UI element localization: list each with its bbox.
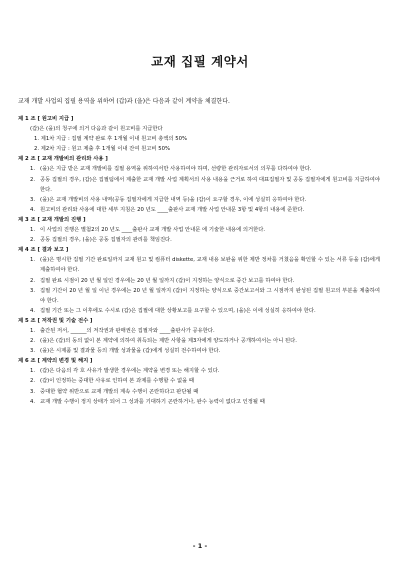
item-number: 3. — [30, 287, 36, 294]
item-number: 3. — [30, 388, 36, 395]
article-3-item — [18, 235, 380, 245]
item-number: 3. — [30, 348, 36, 355]
item-number: 2. — [30, 176, 36, 183]
item-text: (을)은 (갑)의 동의 없이 본 계약에 의하여 취득되는 제반 사항을 제3자에게 양도하거나 공개하여서는 아니 된다. — [40, 338, 297, 345]
item-text: (을)은 지급 받은 교재 개발비를 집필 용역을 위하여서만 사용하여야 하며, 선량한 관리자로서의 의무를 다하여야 한다. — [40, 166, 312, 173]
item-text: (을)은 교재 개발비의 사용 내역(공동 집필자에게 지급한 내역 등)을 (갑)이 요구할 경우, 이에 성실히 응하여야 한다. — [40, 196, 307, 203]
article-6-item — [18, 387, 380, 397]
item-number: 4. — [30, 206, 36, 213]
article-2-item — [18, 195, 380, 205]
document-body — [18, 114, 380, 407]
item-text: 출간된 저서, ______의 저작권과 판매권은 집필자와 ____출판사가 공유한다. — [40, 327, 215, 334]
intro-paragraph: 교재 개발 사업의 집필 용역을 위하여 (갑)과 (을)은 다음과 같이 계약을 체결한다. — [18, 98, 230, 105]
item-number: 1. — [30, 327, 36, 334]
item-number: 1. — [30, 166, 36, 173]
article-2-item — [18, 175, 380, 195]
article-6-item — [18, 376, 380, 386]
item-text: 집필 기간 또는 그 이후에도 수시로 (갑)은 집필에 대한 상황보고를 요구할 수 있으며, (을)은 이에 성실히 응하여야 한다. — [40, 307, 316, 314]
article-4-item — [18, 306, 380, 316]
item-text: 집필 기간이 20 년 월 일 이닌 경우에는 20 년 월 일까지 (갑)이 지정하는 양식으로 중간보고서와 그 시점까지 완성된 집필 원고의 부분을 제출하여야 한다. — [40, 287, 380, 304]
item-number: 1. — [30, 368, 36, 375]
article-2-item — [18, 205, 380, 215]
article-4-item — [18, 255, 380, 275]
document-title: 교재 집필 계약서 — [151, 54, 249, 69]
article-5-item — [18, 346, 380, 356]
article-2-item — [18, 164, 380, 174]
item-text: (갑)은 다음의 각 호 사유가 발생한 경우에는 계약을 변경 또는 해지할 수 있다. — [40, 368, 220, 375]
item-number: 3. — [30, 196, 36, 203]
item-number: 1. — [30, 257, 36, 264]
item-number: 4. — [30, 398, 36, 405]
item-text: (을)은 시제품 및 결과물 등의 개발 성과물을 (갑)에게 성실히 전수하여야 한다. — [40, 348, 221, 355]
item-number: 2. — [30, 378, 36, 385]
item-text: 교재 개발 수행이 정지 상태가 되어 그 성과를 기대하기 곤란하거나, 완수 능력이 없다고 인정될 때 — [40, 398, 265, 405]
item-number: 4. — [30, 307, 36, 314]
item-text: 집필 완료 시점이 20 년 월 일인 경우에는 20 년 월 일까지 (갑)이 지정하는 양식으로 중간 보고를 하여야 한다. — [40, 277, 295, 284]
article-2-heading: 제 2 조 [ 교재 개발비의 관리와 사용 ] — [18, 156, 108, 163]
article-5-item — [18, 326, 380, 336]
item-number: 1. — [30, 227, 36, 234]
article-6-heading: 제 6 조 [ 계약의 변경 및 해지 ] — [18, 358, 93, 365]
article-1-heading: 제 1 조 [ 원고비 지급 ] — [18, 116, 74, 122]
article-4-item — [18, 286, 380, 306]
item-number: 2. — [30, 237, 36, 244]
item-number: 2. — [30, 277, 36, 284]
item-text: 공동 집필의 경우, (갑)은 집필팀에서 제출한 교재 개발 사업 계획서의 사용 내용을 근거로 하여 대표집필자 및 공동 집필자에게 원고비를 지급하여야 한다. — [40, 176, 380, 193]
article-3-item — [18, 225, 380, 235]
item-text: (을)은 명시한 집필 기간 완료일까지 교재 원고 및 컴퓨터 diskette, 교재 내용 보완을 위한 제반 정차를 거쳤음을 확인할 수 있는 서류 등을 (갑)에게 제출하여야 한다. — [40, 257, 380, 274]
article-5-item — [18, 336, 380, 346]
article-3-heading: 제 3 조 [ 교재 개발의 진행 ] — [18, 216, 86, 223]
article-6-item — [18, 397, 380, 407]
item-text: (갑)이 인정하는 중대한 사유로 인하여 본 과제를 수행할 수 없을 때 — [40, 378, 195, 385]
item-text: 원고비의 관리와 사용에 대한 세부 지침은 20 년도 ____출판사 교재 개발 사업 안내문 3항 및 4항의 내용에 준한다. — [40, 206, 305, 213]
article-1-line: 1. 제1차 지급 : 집필 계약 완료 후 1개월 이내 원고비 총액의 50% — [34, 136, 188, 143]
article-1-line: 2. 제2차 지급 : 원고 제출 후 1개월 이내 잔여 원고비 50% — [34, 146, 170, 153]
item-text: 중대한 협약 위반으로 교재 개발의 계속 수행이 곤란하다고 판단될 때 — [40, 388, 199, 395]
article-4-item — [18, 276, 380, 286]
article-6-item — [18, 366, 380, 376]
item-text: 이 사업의 진행은 별첨2의 20 년도 ____출판사 교재 개발 사업 안내문 에 기술한 내용에 의거한다. — [40, 227, 266, 234]
article-4-heading: 제 4 조 [ 결과 보고 ] — [18, 247, 69, 254]
item-number: 2. — [30, 338, 36, 345]
item-text: 공동 집필의 경우, (을)은 공동 집필자의 관리를 책임진다. — [40, 237, 172, 244]
page-number: - 1 - — [192, 542, 208, 550]
article-5-heading: 제 5 조 [ 저작권 및 기술 전수 ] — [18, 317, 93, 324]
article-1-line: (갑)은 (을)의 청구에 의거 다음과 같이 원고비를 지급한다 — [30, 126, 163, 133]
